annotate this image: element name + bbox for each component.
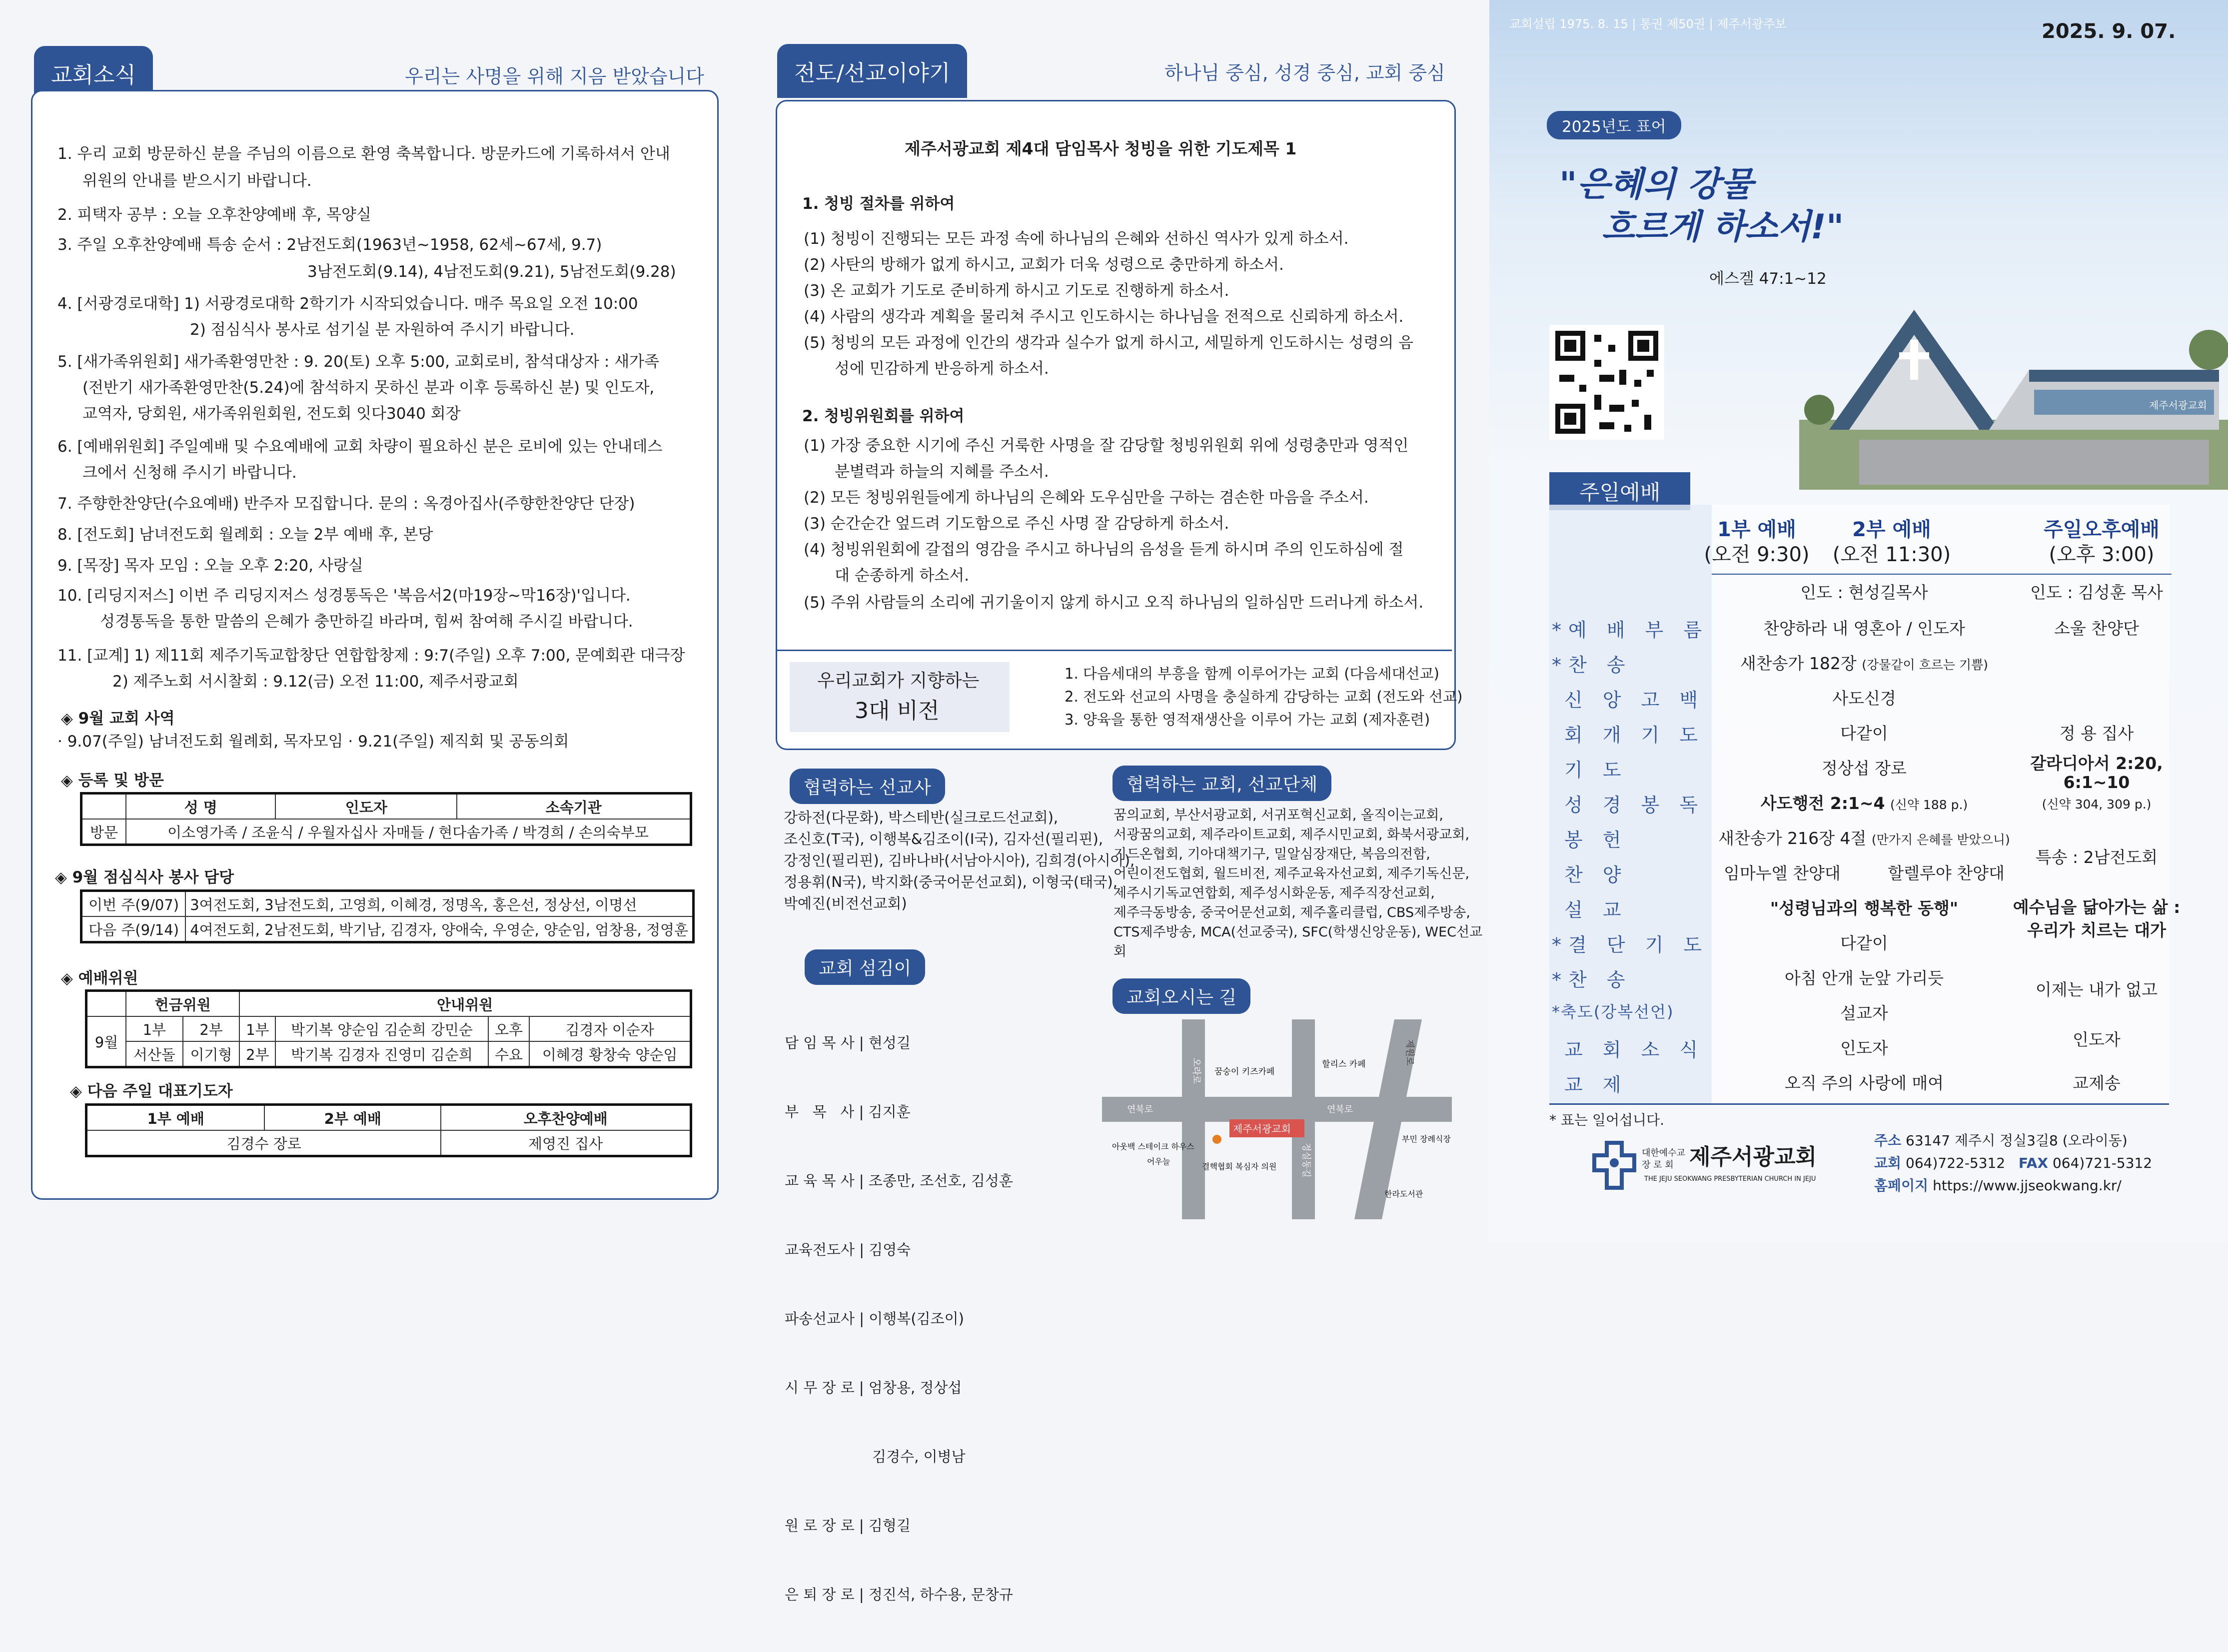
service-1-header (1697, 517, 1817, 567)
map-cafe1: 꿈숭이 키즈카페 (1214, 1067, 1275, 1077)
pm-call: 소울 찬양단 (2054, 619, 2139, 638)
wc-r1-c6: 김경자 이순자 (529, 1016, 691, 1041)
am-leader: 인도 : 현성길목사 (1800, 583, 1928, 602)
prayer-s1-5b: 성에 민감하게 반응하게 하소서. (835, 360, 1049, 378)
am-praise: 임마누엘 찬양대 할렐루야 찬양대 (1724, 863, 2005, 883)
lunch-title: ◈ 9월 점심식사 봉사 담당 (55, 868, 234, 886)
am-hymn-2: 아침 안개 눈앞 가리듯 (1784, 968, 1944, 988)
news-item-5-line-1: 5. [새가족위원회] 새가족환영만찬 : 9. 20(토) 오후 5:00, 교회로비, 참석대상자 : 새가족 (57, 353, 660, 371)
am-prayer: 정상섭 장로 (1822, 759, 1907, 778)
order-hymn-2: *찬 송 (1552, 969, 1632, 991)
vision-3: 3. 양육을 통한 영적재생산을 이루어 가는 교회 (제자훈련) (1065, 711, 1430, 728)
news-item-2: 2. 피택자 공부 : 오늘 오후찬양예배 후, 목양실 (57, 206, 371, 224)
prayer-s1-2: (2) 사탄의 방해가 없게 하시고, 교회가 더욱 성령으로 충만하게 하소서. (804, 256, 1284, 274)
map-place-5: 한라도서관 (1384, 1189, 1423, 1199)
news-item-3-line-2: 3남전도회(9.14), 4남전도회(9.21), 5남전도회(9.28) (307, 263, 676, 281)
map-church-label: 제주서광교회 (1233, 1123, 1291, 1135)
registration-table (80, 792, 692, 846)
order-sermon: 설 교 (1564, 899, 1628, 921)
news-item-1-line-1: 1. 우리 교회 방문하신 분을 주님의 이름으로 환영 축복합니다. 방문카드에 기록하셔서 안내 (57, 145, 670, 163)
pm-fellowship: 교제송 (2073, 1073, 2121, 1093)
map-road-4: 정실동길 (1301, 1143, 1311, 1178)
map-road-3: 오라로 (1191, 1058, 1201, 1084)
staff-line-5: 파송선교사 | 이행복(김조이) (785, 1310, 964, 1327)
map-cafe2: 할리스 카페 (1322, 1059, 1366, 1069)
map-road-v1 (1182, 1019, 1205, 1219)
lunch-next-week-names: 4여전도회, 2남전도회, 박기남, 김경자, 양애숙, 우영순, 양순임, 엄창용, 정영훈 (185, 916, 693, 942)
church-name-en: THE JEJU SEOKWANG PRESBYTERIAN CHURCH IN JEJU (1644, 1175, 1816, 1183)
header-divider (1712, 574, 2172, 575)
map-place-4: 부민 장례식장 (1402, 1134, 1451, 1144)
map-place-1: 아웃백 스테이크 하우스 (1112, 1142, 1194, 1151)
am-fellowship: 오직 주의 사랑에 매여 (1784, 1073, 1944, 1093)
website-label: 홈페이지 (1874, 1177, 1929, 1194)
church-building-image (1799, 280, 2228, 490)
wc-header-guide: 안내위원 (239, 991, 691, 1017)
order-praise: 찬 양 (1564, 864, 1628, 886)
wc-r2-c2: 이기형 (183, 1041, 240, 1067)
denomination-1: 대한예수교 (1642, 1148, 1685, 1158)
church-news-panel (0, 0, 740, 1242)
prayer-s2-3: (3) 순간순간 엎드려 기도함으로 주신 사명 잘 감당하게 하소서. (804, 515, 1229, 533)
news-item-3-line-1: 3. 주일 오후찬양예배 특송 순서 : 2남전도회(1963년~1958, 62세~67세, 9.7) (57, 236, 602, 254)
am-benediction: 설교자 (1840, 1003, 1888, 1023)
vision-label-2: 3대 비전 (855, 698, 940, 724)
address (1874, 1132, 2128, 1150)
staff-list (785, 985, 1013, 1652)
am-hymn-number: 새찬송가 182장 (1740, 654, 1857, 673)
am-scripture-page: (신약 188 p.) (1890, 798, 1968, 812)
am-scripture (1712, 791, 2017, 814)
worship-committee-table (85, 989, 692, 1068)
am-hymn (1689, 651, 2039, 674)
fax-value: 064)721-5312 (2052, 1155, 2153, 1171)
am-news: 인도자 (1840, 1038, 1888, 1058)
map-road-5: 제원로 (1404, 1039, 1415, 1066)
motto-label: 2025년도 표어 (1547, 111, 1681, 139)
reg-row-names: 이소영가족 / 조윤식 / 우월자십사 자매들 / 현다솜가족 / 박경희 / 손의숙부모 (126, 819, 691, 845)
partner-line-3: 기드온협회, 기아대책기구, 밀알심장재단, 복음의전함, (1114, 846, 1430, 862)
map-church-dot (1212, 1135, 1221, 1144)
worship-committee-title: ◈ 예배위원 (61, 969, 138, 987)
news-item-4-line-1: 4. [서광경로대학] 1) 서광경로대학 2학기가 시작되었습니다. 매주 목요일 오전 10:00 (57, 295, 638, 313)
cross-logo-icon (1592, 1140, 1637, 1190)
mission-slogan: 하나님 중심, 성경 중심, 교회 중심 (1164, 62, 1445, 84)
website-link[interactable]: https://www.jjseokwang.kr/ (1933, 1177, 2122, 1194)
staff-line-4: 교육전도사 | 김영숙 (785, 1241, 911, 1258)
fax-label: FAX (2018, 1155, 2049, 1171)
missionary-line-1: 강하전(다문화), 박스테반(실크로드선교회), (784, 809, 1059, 826)
service-pm-name: 주일오후예배 (2044, 518, 2160, 541)
september-ministry-title: ◈ 9월 교회 사역 (61, 710, 175, 728)
am-offering (1689, 826, 2039, 849)
standing-note: * 표는 일어섭니다. (1549, 1112, 1665, 1128)
church-news-slogan: 우리는 사명을 위해 지음 받았습니다 (405, 65, 704, 87)
am-hymn-title: (강물같이 흐르는 기쁨) (1862, 658, 1989, 672)
partners-title: 협력하는 교회, 선교단체 (1113, 766, 1331, 801)
staff-line-2: 부 목 사 | 김지훈 (785, 1103, 911, 1120)
news-item-11-line-1: 11. [교계] 1) 제11회 제주기독교합창단 연합합창제 : 9:7(주일) 오후 7:00, 문예회관 대극장 (57, 647, 685, 665)
service-pm-time: (오후 3:00) (2049, 543, 2155, 566)
order-fellowship: 교 제 (1564, 1074, 1628, 1096)
prayer-s1-5: (5) 청빙의 모든 과정에 인간의 생각과 실수가 없게 하시고, 세밀하게 인도하시는 성령의 음 (804, 334, 1414, 352)
partner-line-5: 제주시기독교연합회, 제주성시화운동, 제주직장선교회, (1114, 885, 1435, 901)
prayer-s2-1: (1) 가장 중요한 시기에 주신 거룩한 사명을 잘 감당할 청빙위원회 위에 성령충만과 영적인 (804, 437, 1409, 455)
prayer-s2-2: (2) 모든 청빙위원들에게 하나님의 은혜와 도우심만을 구하는 겸손한 마음을 주소서. (804, 489, 1369, 507)
bulletin-meta: 교회설립 1975. 8. 15 | 통권 제50권 | 제주서광주보 (1509, 17, 1787, 31)
missionaries-list (784, 807, 1134, 914)
wc-r1-c4: 박기복 양순임 김순희 강민순 (275, 1016, 488, 1041)
news-item-10-line-2: 성경통독을 통한 말씀의 은혜가 충만하길 바라며, 힘써 참여해 주시길 바랍니다. (100, 613, 633, 631)
pm-leader: 인도 : 김성훈 목사 (2030, 583, 2163, 602)
order-prayer: 기 도 (1564, 759, 1628, 781)
staff-line-6: 시 무 장 로 | 엄창용, 정상섭 (785, 1379, 962, 1396)
wc-r2-c5: 수요 (488, 1041, 529, 1067)
wc-r2-c1: 서산돌 (126, 1041, 183, 1067)
prayer-s2-5: (5) 주위 사람들의 소리에 귀기울이지 않게 하시고 오직 하나님의 일하심만 드러나게 하소서. (804, 594, 1424, 612)
prayer-section-2-title: 2. 청빙위원회를 위하여 (802, 407, 965, 425)
denomination-2: 장 로 회 (1642, 1160, 1674, 1170)
prayer-s2-4: (4) 청빙위원회에 갈접의 영감을 주시고 하나님의 음성을 듣게 하시며 주의 인도하심에 절 (804, 541, 1404, 559)
news-item-8: 8. [전도회] 남녀전도회 월례회 : 오늘 2부 예배 후, 본당 (57, 526, 433, 544)
phone-label: 교회 (1874, 1155, 1902, 1171)
prayer-section-1-title: 1. 청빙 절차를 위하여 (802, 195, 955, 213)
cover-panel (1489, 0, 2228, 1242)
lunch-this-week-names: 3여전도회, 3남전도회, 고영희, 이혜경, 정명옥, 홍은선, 정상선, 이명선 (185, 891, 693, 917)
news-item-5-line-2: (전반기 새가족환영만찬(5.24)에 참석하지 못하신 분과 이후 등록하신 분) 및 인도자, (82, 379, 655, 397)
map-road-1: 연북로 (1127, 1104, 1153, 1115)
staff-line-3: 교 육 목 사 | 조종만, 조선호, 김성훈 (785, 1172, 1013, 1189)
np-header-2: 2부 예배 (264, 1105, 441, 1131)
pm-scripture-2: 6:1~10 (2063, 773, 2130, 792)
wc-r1-c2: 2부 (183, 1016, 240, 1041)
staff-line-9: 은 퇴 장 로 | 정진석, 하수용, 문창규 (785, 1586, 1013, 1603)
service-2-name: 2부 예배 (1852, 518, 1931, 541)
wc-header-offering: 헌금위원 (126, 991, 239, 1017)
pm-praise: 특송 : 2남전도회 (2035, 847, 2158, 867)
partner-line-4: 어린이전도협회, 월드비전, 제주교육자선교회, 제주기독신문, (1114, 866, 1470, 881)
reg-header-org: 소속기관 (457, 794, 691, 820)
pm-sermon-1: 예수님을 닮아가는 삶 : (2013, 897, 2181, 917)
pm-scripture-page: (신약 304, 309 p.) (2042, 797, 2152, 812)
mission-panel (740, 0, 1489, 1603)
missionary-line-4: 정용휘(N국), 박지화(중국어문선교회), 이형국(태국), (784, 873, 1117, 890)
partner-line-1: 꿈의교회, 부산서광교회, 서귀포혁신교회, 올직이는교회, (1114, 808, 1443, 823)
wc-r2-c6: 이혜경 황창숙 양순임 (529, 1041, 691, 1067)
church-news-tab: 교회소식 (34, 46, 153, 100)
order-offering: 봉 헌 (1564, 829, 1628, 851)
prayer-title: 제주서광교회 제4대 담임목사 청빙을 위한 기도제목 1 (905, 139, 1297, 158)
qr-code-icon[interactable] (1549, 325, 1664, 440)
am-creed: 사도신경 (1832, 689, 1896, 708)
news-item-1-line-2: 위원의 안내를 받으시기 바랍니다. (82, 172, 312, 190)
np-name-2: 제영진 집사 (441, 1130, 691, 1156)
missionary-line-2: 조신호(T국), 이행복&김조이(I국), 김자선(필리핀), (784, 830, 1104, 847)
vision-label-1: 우리교회가 지향하는 (817, 671, 980, 691)
staff-line-7: 김경수, 이병남 (785, 1448, 966, 1465)
prayer-s1-4: (4) 사람의 생각과 계획을 물리쳐 주시고 인도하시는 하나님을 전적으로 신뢰하게 하소서. (804, 308, 1404, 326)
news-item-6-line-1: 6. [예배위원회] 주일예배 및 수요예배에 교회 차량이 필요하신 분은 로비에 있는 안내데스 (57, 438, 663, 456)
partner-line-2: 서광꿈의교회, 제주라이트교회, 제주시민교회, 화북서광교회, (1114, 827, 1470, 842)
news-item-7: 7. 주향한찬양단(수요예배) 반주자 모집합니다. 문의 : 옥경아집사(주향한찬양단 단장) (57, 495, 635, 513)
september-ministry-line: · 9.07(주일) 남녀전도회 월례회, 목자모임 · 9.21(주일) 제직회 및 공동의회 (57, 733, 569, 751)
missionary-line-3: 강정인(필리핀), 김바나바(서남아시아), 김희경(아시아), (784, 852, 1135, 869)
order-scripture: 성 경 봉 독 (1564, 794, 1705, 816)
vision-1: 1. 다음세대의 부흥을 함께 이루어가는 교회 (다음세대선교) (1065, 665, 1439, 682)
prayer-s1-3: (3) 온 교회가 기도로 준비하게 하시고 기도로 진행하게 하소서. (804, 282, 1229, 300)
next-prayer-table (85, 1103, 692, 1157)
website (1874, 1177, 2122, 1195)
lunch-table (80, 889, 695, 943)
partner-line-6: 제주극동방송, 중국어문선교회, 제주홀리클럽, CBS제주방송, (1114, 905, 1471, 920)
wc-r1-c1: 1부 (126, 1016, 183, 1041)
lunch-this-week: 이번 주(9/07) (81, 891, 186, 917)
prayer-s2-4b: 대 순종하게 하소서. (835, 567, 970, 585)
pm-repent: 정 용 집사 (2059, 724, 2134, 743)
service-2-time: (오전 11:30) (1832, 543, 1951, 566)
wc-r1-c5: 오후 (488, 1016, 529, 1041)
wc-r2-c4: 박기복 김경자 진영미 김순희 (275, 1041, 488, 1067)
prayer-s1-1: (1) 청빙이 진행되는 모든 과정 속에 하나님의 은혜와 선하신 역사가 있게 하소서. (804, 230, 1349, 248)
order-news: 교 회 소 식 (1564, 1039, 1705, 1061)
missionary-line-5: 박예진(비전선교회) (784, 895, 907, 912)
am-repent: 다같이 (1840, 724, 1888, 743)
staff-line-8: 원 로 장 로 | 김형길 (785, 1517, 911, 1534)
reg-header-name: 성 명 (126, 794, 275, 820)
address-label: 주소 (1874, 1132, 1902, 1149)
next-prayer-title: ◈ 다음 주일 대표기도자 (70, 1082, 233, 1100)
np-header-3: 오후찬양예배 (441, 1105, 691, 1131)
order-repent: 회 개 기 도 (1564, 724, 1705, 746)
church-name: 제주서광교회 (1689, 1144, 1817, 1170)
motto-reference: 에스겔 47:1~12 (1709, 270, 1827, 288)
map-road-2: 연북로 (1327, 1104, 1353, 1115)
prayer-s2-1b: 분별력과 하늘의 지혜를 주소서. (835, 463, 1049, 481)
staff-line-1: 담 임 목 사 | 현성길 (785, 1034, 911, 1051)
wc-r2-c3: 2부 (239, 1041, 275, 1067)
mission-tab: 전도/선교이야기 (777, 44, 967, 98)
service-1-name: 1부 예배 (1717, 518, 1796, 541)
reg-row-label: 방문 (81, 819, 126, 845)
registration-title: ◈ 등록 및 방문 (61, 772, 164, 790)
am-offering-title: (만가지 은혜를 받았으니) (1871, 832, 2010, 847)
partner-line-7: CTS제주방송, MCA(선교중국), SFC(학생신앙운동), WEC선교회 (1114, 924, 1483, 959)
order-call: *예 배 부 름 (1552, 619, 1709, 641)
am-sermon: "성령님과의 행복한 동행" (1770, 898, 1959, 918)
order-benediction: *축도(강복선언) (1552, 1002, 1674, 1021)
sunday-worship-title: 주일예배 (1549, 472, 1690, 510)
news-item-11-line-2: 2) 제주노회 서시찰회 : 9.12(금) 오전 11:00, 제주서광교회 (112, 673, 519, 691)
phone-value: 064)722-5312 (1906, 1155, 2006, 1171)
news-item-6-line-2: 크에서 신청해 주시기 바랍니다. (82, 464, 297, 482)
am-call: 찬양하라 내 영혼아 / 인도자 (1763, 619, 1965, 638)
pm-news: 인도자 (2073, 1030, 2121, 1049)
news-item-10-line-1: 10. [리딩지저스] 이번 주 리딩지저스 성경통독은 '복음서2(마19장~막16장)'입니다. (57, 587, 631, 605)
service-1-time: (오전 9:30) (1704, 543, 1810, 566)
pm-hymn-2: 이제는 내가 없고 (2035, 980, 2158, 999)
wc-month: 9월 (86, 1016, 126, 1067)
news-item-4-line-2: 2) 점심식사 봉사로 섬기실 분 자원하여 주시기 바랍니다. (190, 321, 575, 339)
am-scripture-ref: 사도행전 2:1~4 (1760, 794, 1885, 813)
np-header-1: 1부 예배 (86, 1105, 265, 1131)
prayer-divider (777, 650, 1452, 651)
phone-fax (1874, 1154, 2152, 1172)
order-creed: 신 앙 고 백 (1564, 689, 1705, 711)
wc-r1-c3: 1부 (239, 1016, 275, 1041)
reg-header-guide: 인도자 (275, 794, 457, 820)
service-pm-header (2027, 517, 2177, 567)
vision-2: 2. 전도와 선교의 사명을 충실하게 감당하는 교회 (전도와 선교) (1065, 688, 1463, 705)
map-place-3: 결핵협회 복심자 의원 (1202, 1162, 1277, 1171)
am-offering-hymn: 새찬송가 216장 4절 (1718, 828, 1867, 848)
am-decision: 다같이 (1840, 933, 1888, 953)
np-name-1: 김경수 장로 (86, 1130, 441, 1156)
staff-title: 교회 섬김이 (805, 949, 925, 985)
lunch-next-week: 다음 주(9/14) (81, 916, 186, 942)
directions-title: 교회오시는 길 (1113, 978, 1250, 1014)
pm-scripture-1: 갈라디아서 2:20, (2030, 754, 2163, 773)
building-sign: 제주서광교회 (2149, 399, 2207, 411)
bulletin-date: 2025. 9. 07. (2042, 20, 2176, 43)
order-decision: *결 단 기 도 (1552, 934, 1709, 956)
service-2-header (1817, 517, 1967, 567)
worship-bottom-rule (1549, 1103, 2169, 1105)
motto-line-2: 흐르게 하소서!" (1602, 207, 1844, 247)
pm-sermon-2: 우리가 치르는 대가 (2027, 920, 2166, 940)
order-hymn: *찬 송 (1552, 654, 1632, 676)
news-item-9: 9. [목장] 목자 모임 : 오늘 오후 2:20, 사랑실 (57, 557, 363, 575)
news-item-5-line-3: 교역자, 당회원, 새가족위원회원, 전도회 잇다3040 회장 (82, 405, 461, 423)
motto-line-1: "은혜의 강물 (1559, 165, 1753, 204)
missionaries-title: 협력하는 선교사 (790, 769, 945, 804)
partners-list (1114, 806, 1489, 961)
directions-map (1102, 1019, 1462, 1219)
map-place-2: 어우늘 (1147, 1157, 1170, 1166)
address-value: 63147 제주시 정실3길8 (오라이동) (1906, 1132, 2128, 1149)
